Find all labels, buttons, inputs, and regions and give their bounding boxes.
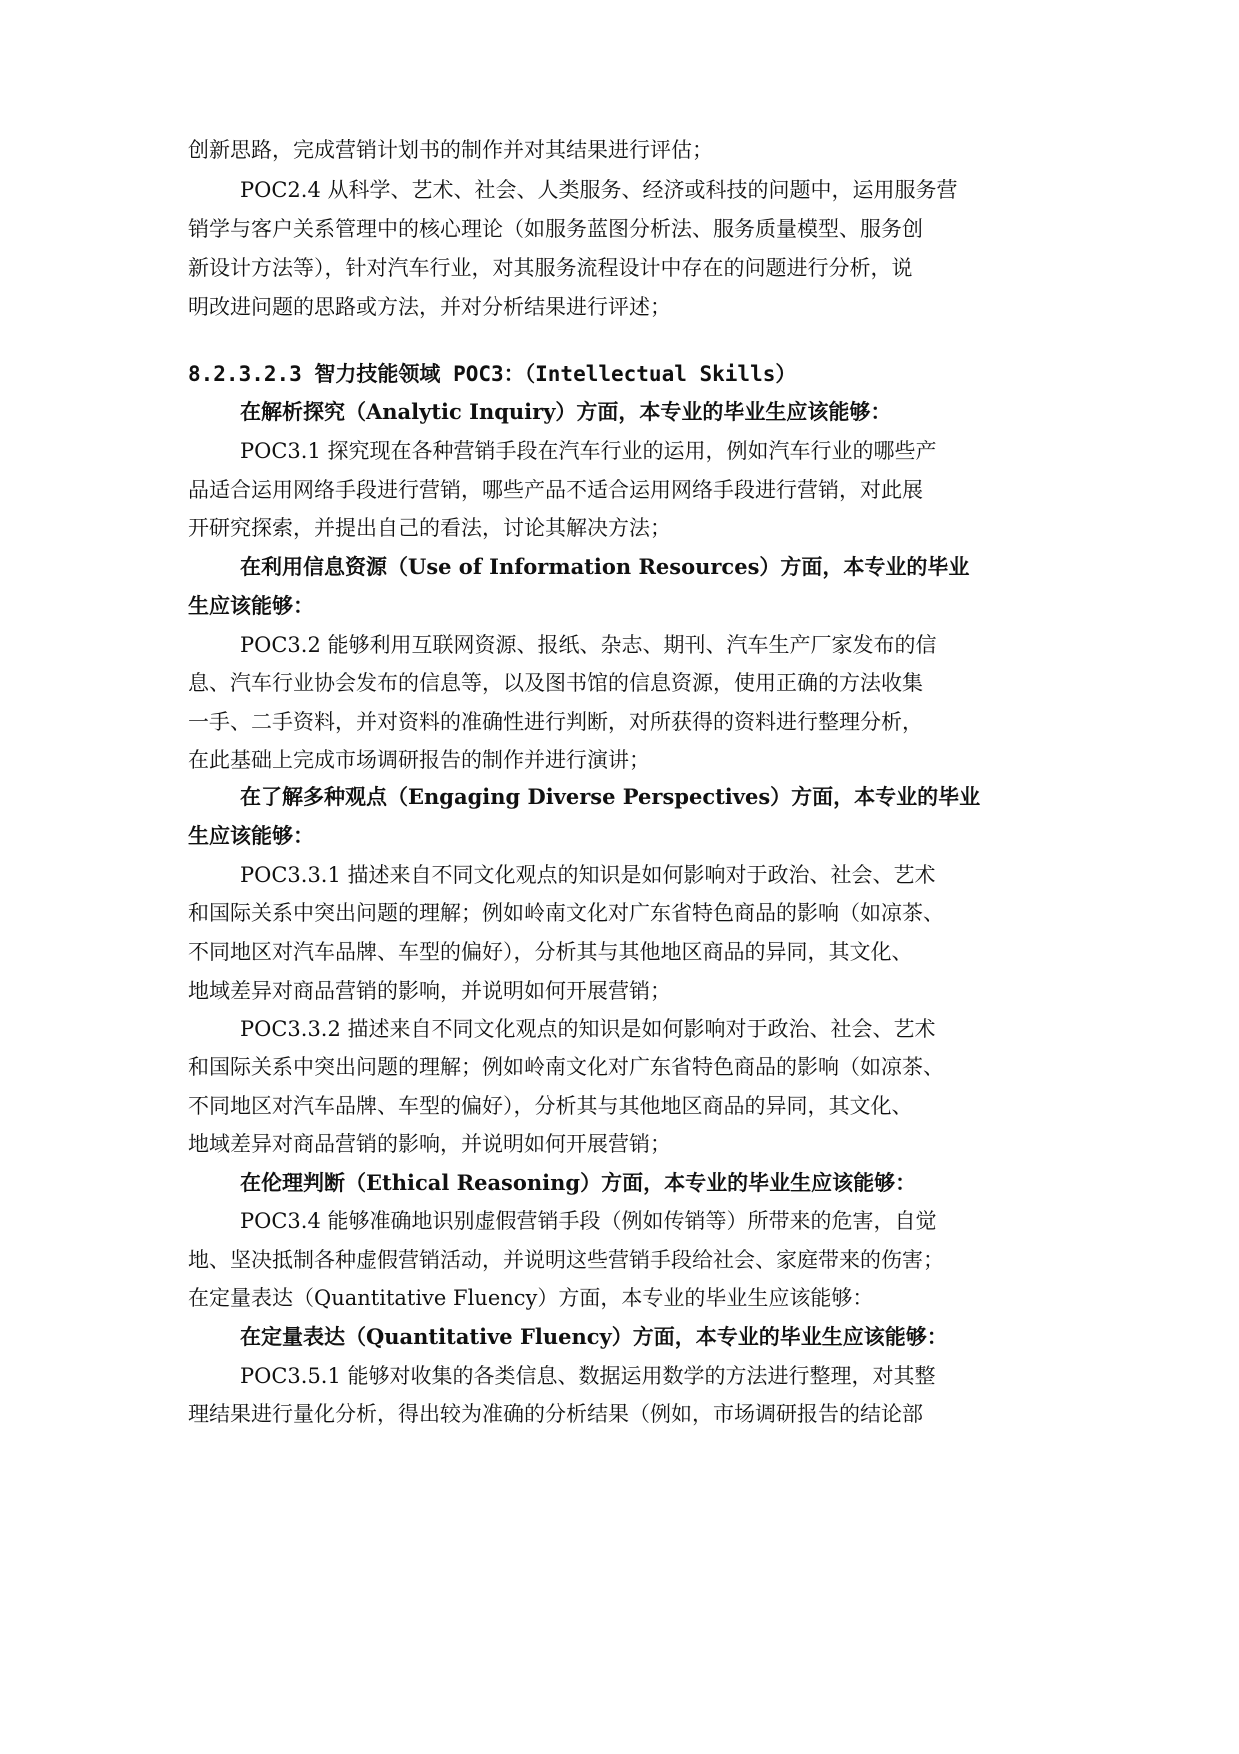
paragraph-line: 创新思路，完成营销计划书的制作并对其结果进行评估；	[188, 138, 713, 162]
paragraph-line: 品适合运用网络手段进行营销，哪些产品不适合运用网络手段进行营销，对此展	[188, 478, 923, 502]
paragraph-line: POC3.3.2 描述来自不同文化观点的知识是如何影响对于政治、社会、艺术	[240, 1017, 936, 1041]
paragraph-line: 和国际关系中突出问题的理解；例如岭南文化对广东省特色商品的影响（如凉茶、	[188, 1055, 944, 1079]
paragraph-line: POC3.3.1 描述来自不同文化观点的知识是如何影响对于政治、社会、艺术	[240, 863, 936, 887]
paragraph-line: POC3.2 能够利用互联网资源、报纸、杂志、期刊、汽车生产厂家发布的信	[240, 633, 937, 657]
paragraph-line: POC3.5.1 能够对收集的各类信息、数据运用数学的方法进行整理，对其整	[240, 1364, 936, 1388]
paragraph-line: 在此基础上完成市场调研报告的制作并进行演讲；	[188, 748, 650, 772]
subsection-title: 在解析探究（Analytic Inquiry）方面，本专业的毕业生应该能够：	[240, 399, 892, 424]
paragraph-line: 地域差异对商品营销的影响，并说明如何开展营销；	[188, 979, 671, 1003]
paragraph-line: 理结果进行量化分析，得出较为准确的分析结果（例如，市场调研报告的结论部	[188, 1402, 923, 1426]
paragraph-line: POC3.1 探究现在各种营销手段在汽车行业的运用，例如汽车行业的哪些产	[240, 439, 937, 463]
paragraph-line: 地域差异对商品营销的影响，并说明如何开展营销；	[188, 1132, 671, 1156]
paragraph-line: 在定量表达（Quantitative Fluency）方面，本专业的毕业生应该能够：	[188, 1286, 874, 1310]
paragraph-line: 销学与客户关系管理中的核心理论（如服务蓝图分析法、服务质量模型、服务创	[188, 217, 923, 241]
subsection-title: 生应该能够：	[188, 823, 314, 848]
paragraph-line: 和国际关系中突出问题的理解；例如岭南文化对广东省特色商品的影响（如凉茶、	[188, 901, 944, 925]
subsection-title: 生应该能够：	[188, 593, 314, 618]
paragraph-line: 新设计方法等），针对汽车行业，对其服务流程设计中存在的问题进行分析，说	[188, 256, 913, 280]
paragraph-line: 开研究探索，并提出自己的看法，讨论其解决方法；	[188, 516, 671, 540]
paragraph-line: 一手、二手资料，并对资料的准确性进行判断，对所获得的资料进行整理分析，	[188, 710, 923, 734]
paragraph-line: 不同地区对汽车品牌、车型的偏好），分析其与其他地区商品的异同，其文化、	[188, 940, 913, 964]
subsection-title: 在定量表达（Quantitative Fluency）方面，本专业的毕业生应该能够：	[240, 1324, 948, 1349]
subsection-title: 在了解多种观点（Engaging Diverse Perspectives）方面，本专业的毕业	[240, 784, 981, 809]
paragraph-line: 明改进问题的思路或方法，并对分析结果进行评述；	[188, 295, 671, 319]
subsection-title: 在利用信息资源（Use of Information Resources）方面，本专业的毕业	[240, 554, 970, 579]
paragraph-line: POC3.4 能够准确地识别虚假营销手段（例如传销等）所带来的危害，自觉	[240, 1209, 937, 1233]
paragraph-line: POC2.4 从科学、艺术、社会、人类服务、经济或科技的问题中，运用服务营	[240, 178, 958, 202]
paragraph-line: 息、汽车行业协会发布的信息等，以及图书馆的信息资源，使用正确的方法收集	[188, 671, 923, 695]
paragraph-line: 地、坚决抵制各种虚假营销活动，并说明这些营销手段给社会、家庭带来的伤害；	[188, 1248, 944, 1272]
paragraph-line: 不同地区对汽车品牌、车型的偏好），分析其与其他地区商品的异同，其文化、	[188, 1094, 913, 1118]
section-heading: 8.2.3.2.3 智力技能领域 POC3：（Intellectual Skills）	[188, 362, 797, 386]
subsection-title: 在伦理判断（Ethical Reasoning）方面，本专业的毕业生应该能够：	[240, 1170, 917, 1195]
